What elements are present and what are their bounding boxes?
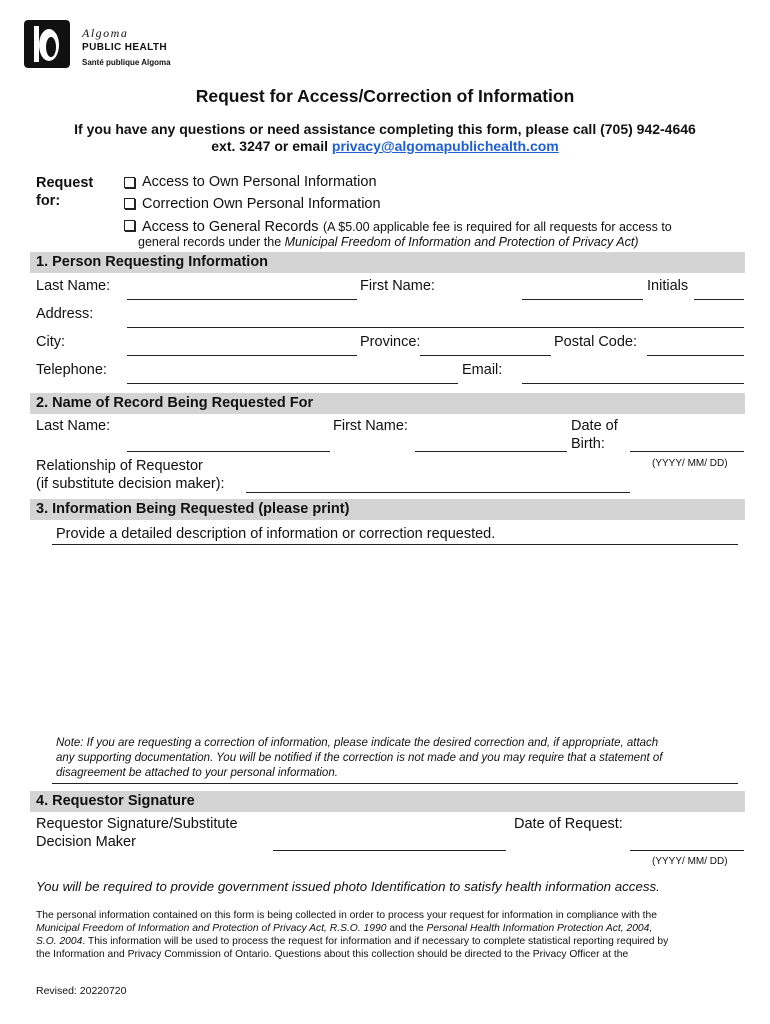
s3-note-line-1: Note: If you are requesting a correction of information, please indicate the desired correction and, if appropriate, attach bbox=[56, 737, 659, 749]
option-access-own: Access to Own Personal Information bbox=[142, 174, 377, 190]
s2-first-name-field[interactable] bbox=[415, 451, 567, 452]
s2-date-format: (YYYY/ MM/ DD) bbox=[652, 458, 728, 469]
privacy-line-2 bbox=[36, 922, 668, 935]
contact-line-2-prefix: ext. 3247 or email bbox=[211, 138, 332, 154]
s1-last-name-label: Last Name: bbox=[36, 278, 111, 294]
email-link[interactable]: privacy@algomapublichealth.com bbox=[331, 138, 559, 154]
s1-city-field[interactable] bbox=[127, 355, 357, 356]
section-4-title: 4. Requestor Signature bbox=[36, 793, 195, 809]
request-for-label-2: for: bbox=[36, 193, 61, 209]
s1-address-label: Address: bbox=[36, 306, 94, 322]
contact-line-2 bbox=[0, 138, 770, 154]
section-2-header bbox=[30, 393, 745, 414]
s1-email-field[interactable] bbox=[522, 383, 744, 384]
s2-first-name-label: First Name: bbox=[333, 418, 408, 434]
s2-last-name-field[interactable] bbox=[127, 451, 330, 452]
option-access-general-row bbox=[142, 218, 672, 236]
s1-postal-code-label: Postal Code: bbox=[554, 334, 638, 350]
s1-province-field[interactable] bbox=[420, 355, 551, 356]
fee-note-act: Municipal Freedom of Information and Protection of Privacy Act) bbox=[284, 235, 639, 249]
section-4-header bbox=[30, 791, 745, 812]
s1-last-name-field[interactable] bbox=[127, 299, 357, 300]
s2-relationship-label-1: Relationship of Requestor bbox=[36, 458, 203, 474]
option-access-general: Access to General Records bbox=[142, 219, 319, 235]
s1-initials-label: Initials bbox=[647, 278, 689, 294]
s2-dob-label-1: Date of bbox=[571, 418, 618, 434]
s1-initials-field[interactable] bbox=[694, 299, 744, 300]
s4-date-label: Date of Request: bbox=[514, 816, 623, 832]
checkbox-access-general[interactable] bbox=[124, 220, 135, 231]
privacy-statement bbox=[36, 909, 668, 961]
privacy-act-2-cite: S.O. 2004 bbox=[36, 936, 83, 947]
fee-note-line-2 bbox=[138, 235, 638, 249]
privacy-line-1: The personal information contained on this form is being collected in order to process your request for information in compliance with the bbox=[36, 910, 657, 921]
s3-instruction: Provide a detailed description of information or correction requested. bbox=[56, 526, 496, 542]
contact-line-1: If you have any questions or need assistance completing this form, please call (705) 942-4646 bbox=[74, 121, 696, 137]
logo bbox=[24, 20, 174, 72]
fee-note-b: general records under the bbox=[138, 235, 285, 249]
s4-date-format: (YYYY/ MM/ DD) bbox=[652, 856, 728, 867]
s2-dob-field[interactable] bbox=[630, 451, 744, 452]
s1-first-name-label: First Name: bbox=[360, 278, 435, 294]
section-3-header bbox=[30, 499, 745, 520]
s4-signature-label-1: Requestor Signature/Substitute bbox=[36, 816, 238, 832]
s3-note-line-3: disagreement be attached to your personal information. bbox=[56, 767, 338, 779]
s2-relationship-field[interactable] bbox=[246, 492, 630, 493]
option-correction-own: Correction Own Personal Information bbox=[142, 196, 381, 212]
checkbox-correction-own[interactable] bbox=[124, 198, 135, 209]
request-for-label-1: Request bbox=[36, 175, 94, 191]
s4-signature-field[interactable] bbox=[273, 850, 506, 851]
privacy-line-4: the Information and Privacy Commission of Ontario. Questions about this collection should be directed to the Privacy Officer at the bbox=[36, 949, 629, 960]
s1-city-label: City: bbox=[36, 334, 65, 350]
section-3-title: 3. Information Being Requested (please print) bbox=[36, 501, 350, 517]
section-1-header bbox=[30, 252, 745, 273]
s3-note-line-2: any supporting documentation. You will be notified if the correction is not made and you may require that a statement of bbox=[56, 752, 663, 764]
s1-address-field[interactable] bbox=[127, 327, 744, 328]
privacy-line-3-text: . This information will be used to process the request for information and if necessary to complete statistical reporting required by bbox=[82, 936, 669, 947]
s1-telephone-field[interactable] bbox=[127, 383, 458, 384]
s2-dob-label-2: Birth: bbox=[571, 436, 605, 452]
logo-name-italic: Algoma bbox=[82, 26, 129, 40]
s2-last-name-label: Last Name: bbox=[36, 418, 111, 434]
s1-first-name-field[interactable] bbox=[522, 299, 643, 300]
revised-date: Revised: 20220720 bbox=[36, 985, 127, 997]
s4-date-field[interactable] bbox=[630, 850, 744, 851]
privacy-line-2-and: and the bbox=[386, 923, 427, 934]
privacy-act-2: Personal Health Information Protection Act, 2004, bbox=[426, 923, 653, 934]
privacy-act-1: Municipal Freedom of Information and Protection of Privacy Act, R.S.O. 1990 bbox=[36, 923, 387, 934]
section-1-title: 1. Person Requesting Information bbox=[36, 254, 269, 270]
algoma-logo-icon bbox=[24, 20, 70, 68]
logo-subtitle: Santé publique Algoma bbox=[82, 58, 171, 67]
privacy-line-3 bbox=[36, 935, 668, 948]
checkbox-access-own[interactable] bbox=[124, 177, 135, 188]
s1-postal-code-field[interactable] bbox=[647, 355, 744, 356]
page-title: Request for Access/Correction of Information bbox=[195, 86, 575, 106]
logo-name: PUBLIC HEALTH bbox=[82, 42, 168, 53]
section-2-title: 2. Name of Record Being Requested For bbox=[36, 395, 314, 411]
id-notice: You will be required to provide government issued photo Identification to satisfy health information access. bbox=[36, 879, 660, 894]
s1-telephone-label: Telephone: bbox=[36, 362, 107, 378]
s1-email-label: Email: bbox=[462, 362, 503, 378]
s4-signature-label-2: Decision Maker bbox=[36, 834, 136, 850]
s3-description-field[interactable] bbox=[52, 544, 738, 545]
s2-relationship-label-2: (if substitute decision maker): bbox=[36, 476, 225, 492]
s3-note-divider bbox=[52, 783, 738, 784]
s3-note bbox=[56, 736, 662, 781]
s1-province-label: Province: bbox=[360, 334, 421, 350]
fee-note-a: (A $5.00 applicable fee is required for all requests for access to bbox=[322, 220, 672, 234]
